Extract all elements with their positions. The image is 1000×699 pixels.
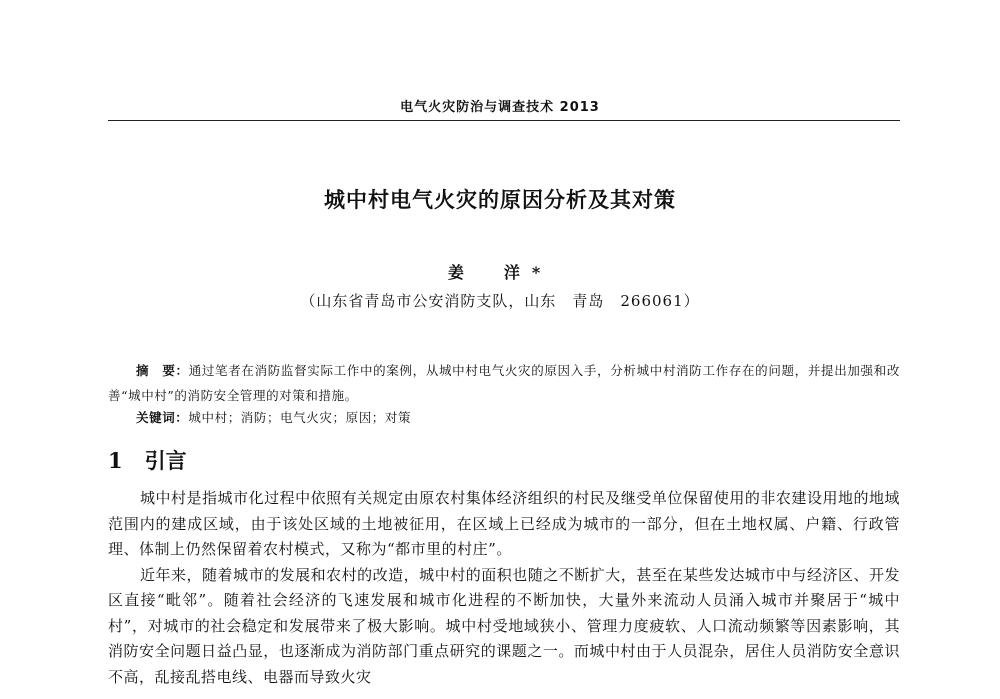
abstract <box>108 358 900 408</box>
keywords <box>136 408 896 428</box>
body-paragraph: 近年来，随着城市的发展和农村的改造，城中村的面积也随之不断扩大，甚至在某些发达城市中与经济区、开发区直接“毗邻”。随着社会经济的飞速发展和城市化进程的不断加快，大量外来流动人员涌入城市并聚居于“城中村”，对城市的社会稳定和发展带来了极大影响。城中村受地域狭小、管理力度疲软、人口流动频繁等因素影响，其消防安全问题日益凸显，也逐渐成为消防部门重点研究的课题之一。而城中村由于人员混杂，居住人员消防安全意识不高，乱接乱搭电线、电器而导致火灾 <box>108 565 900 686</box>
running-header: 电气火灾防治与调查技术 2013 <box>400 100 600 115</box>
section-body <box>108 486 900 690</box>
keywords-text: 城中村；消防；电气火灾；原因；对策 <box>188 410 412 425</box>
header-rule <box>108 120 900 121</box>
keywords-label: 关键词： <box>136 410 189 425</box>
author-affiliation: （山东省青岛市公安消防支队，山东 青岛 266061） <box>300 292 700 310</box>
abstract-text: 通过笔者在消防监督实际工作中的案例，从城中村电气火灾的原因入手，分析城中村消防工作存在的问题，并提出加强和改善“城中村”的消防安全管理的对策和措施。 <box>108 363 900 403</box>
body-paragraph: 城中村是指城市化过程中依照有关规定由原农村集体经济组织的村民及继受单位保留使用的非农建设用地的地域范围内的建成区域，由于该处区域的土地被征用，在区域上已经成为城市的一部分，但在土地权属、户籍、行政管理、体制上仍然保留着农村模式，又称为“都市里的村庄”。 <box>108 489 900 558</box>
section-heading <box>108 445 187 475</box>
author-name: 姜 洋* <box>447 263 553 282</box>
abstract-label: 摘 要： <box>136 363 189 378</box>
paper-title: 城中村电气火灾的原因分析及其对策 <box>324 188 676 212</box>
section-title: 引言 <box>144 449 187 473</box>
section-number: 1 <box>108 448 123 473</box>
